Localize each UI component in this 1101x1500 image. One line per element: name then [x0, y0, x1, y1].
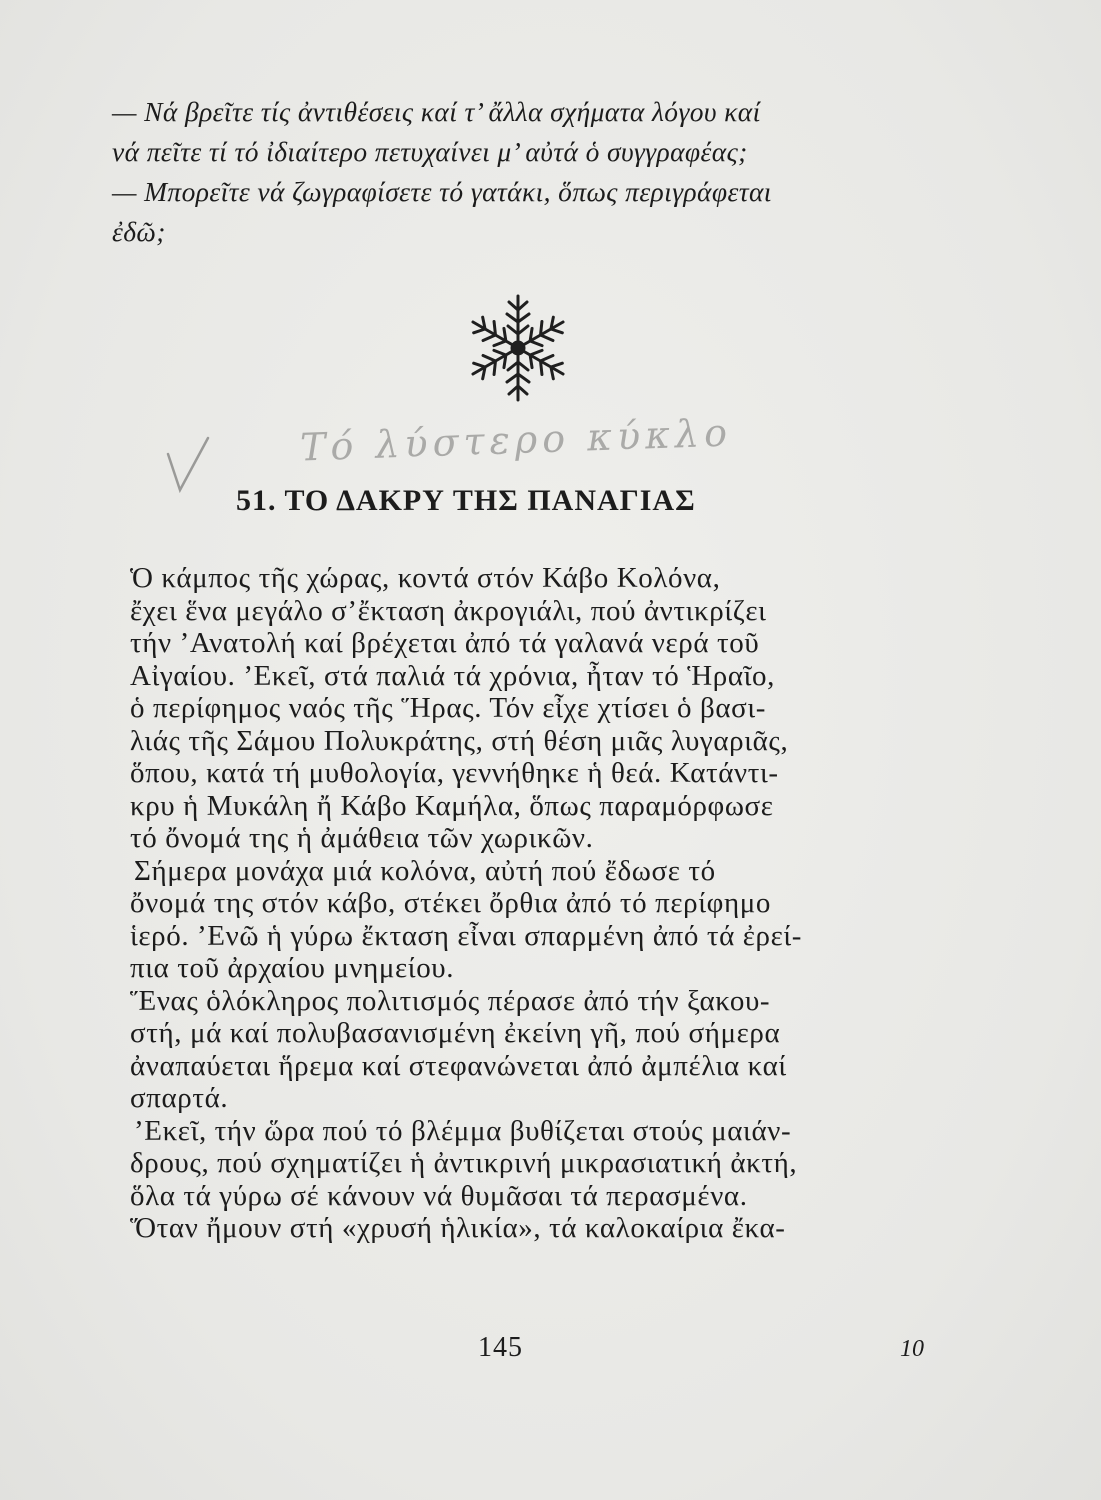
body-line: τό ὄνομά της ἡ ἀμάθεια τῶν χωρικῶν.	[130, 822, 594, 854]
body-line: Ἕνας ὁλόκληρος πολιτισμός πέρασε ἀπό τήν ξακου-	[130, 984, 771, 1017]
body-line: σπαρτά.	[130, 1082, 229, 1114]
question-line-1: — Νά βρεῖτε τίς ἀντιθέσεις καί τ’ ἄλλα σχήματα λόγου καί	[112, 96, 761, 127]
body-line: Αἰγαίου. ’Εκεῖ, στά παλιά τά χρόνια, ἦταν τό Ἡραῖο,	[130, 659, 775, 692]
body-line: Ὅταν ἤμουν στή «χρυσή ἡλικία», τά καλοκαίρια ἔκα-	[130, 1212, 786, 1244]
body-line: ὅλα τά γύρω σέ κάνουν νά θυμᾶσαι τά περασμένα.	[130, 1179, 748, 1212]
question-line-4: ἐδῶ;	[112, 216, 166, 247]
body-line: στή, μά καί πολυβασανισμένη ἐκείνη γῆ, πού σήμερα	[130, 1017, 781, 1049]
body-line: ἀναπαύεται ἥρεμα καί στεφανώνεται ἀπό ἀμπέλια καί	[130, 1049, 787, 1082]
body-line: Σήμερα μονάχα μιά κολόνα, αὐτή πού ἔδωσε τό	[134, 854, 716, 887]
pencil-check-mark-icon	[150, 430, 220, 500]
body-line: ὅπου, κατά τή μυθολογία, γεννήθηκε ἡ θεά. Κατάντι-	[130, 757, 779, 789]
body-line: ὁ περίφημος ναός τῆς Ἥρας. Τόν εἶχε χτίσει ὁ βασι-	[130, 692, 767, 724]
body-line: ’Εκεῖ, τήν ὥρα πού τό βλέμμα βυθίζεται στούς μαιάν-	[134, 1114, 792, 1147]
question-line-3: — Μπορεῖτε νά ζωγραφίσετε τό γατάκι, ὅπως περιγράφεται	[112, 176, 772, 207]
chapter-body	[130, 562, 930, 1245]
body-line: ἔχει ἕνα μεγάλο σ’ἔκταση ἀκρογιάλι, πού ἀντικρίζει	[130, 594, 767, 627]
body-line: ἱερό. ’Ενῶ ἡ γύρω ἔκταση εἶναι σπαρμένη ἀπό τά ἐρεί-	[130, 919, 803, 952]
body-line: τήν ’Ανατολή καί βρέχεται ἀπό τά γαλανά νερά τοῦ	[130, 627, 760, 659]
exercise-questions	[112, 92, 912, 252]
signature-mark: 10	[900, 1336, 924, 1362]
page-number: 145	[478, 1332, 523, 1363]
body-line: ὄνομά της στόν κάβο, στέκει ὄρθια ἀπό τό περίφημο	[130, 887, 771, 919]
chapter-title: 51. ΤΟ ΔΑΚΡΥ ΤΗΣ ΠΑΝΑΓΙΑΣ	[236, 484, 696, 517]
body-line: κρυ ἡ Μυκάλη ἤ Κάβο Καμήλα, ὅπως παραμόρφωσε	[130, 789, 774, 822]
body-line: Ὁ κάμπος τῆς χώρας, κοντά στόν Κάβο Κολόνα,	[130, 562, 721, 594]
question-line-2: νά πεῖτε τί τό ἰδιαίτερο πετυχαίνει μ’ αὐτά ὁ συγγραφέας;	[112, 136, 748, 167]
snowflake-ornament-icon	[448, 288, 588, 408]
body-line: δρους, πού σχηματίζει ἡ ἀντικρινή μικρασιατική ἀκτή,	[130, 1147, 798, 1179]
body-line: λιάς τῆς Σάμου Πολυκράτης, στή θέση μιᾶς λυγαριᾶς,	[130, 724, 789, 757]
body-line: πια τοῦ ἀρχαίου μνημείου.	[130, 952, 455, 984]
pencil-handwritten-note: Τό λύστερο κύκλο	[299, 410, 733, 470]
